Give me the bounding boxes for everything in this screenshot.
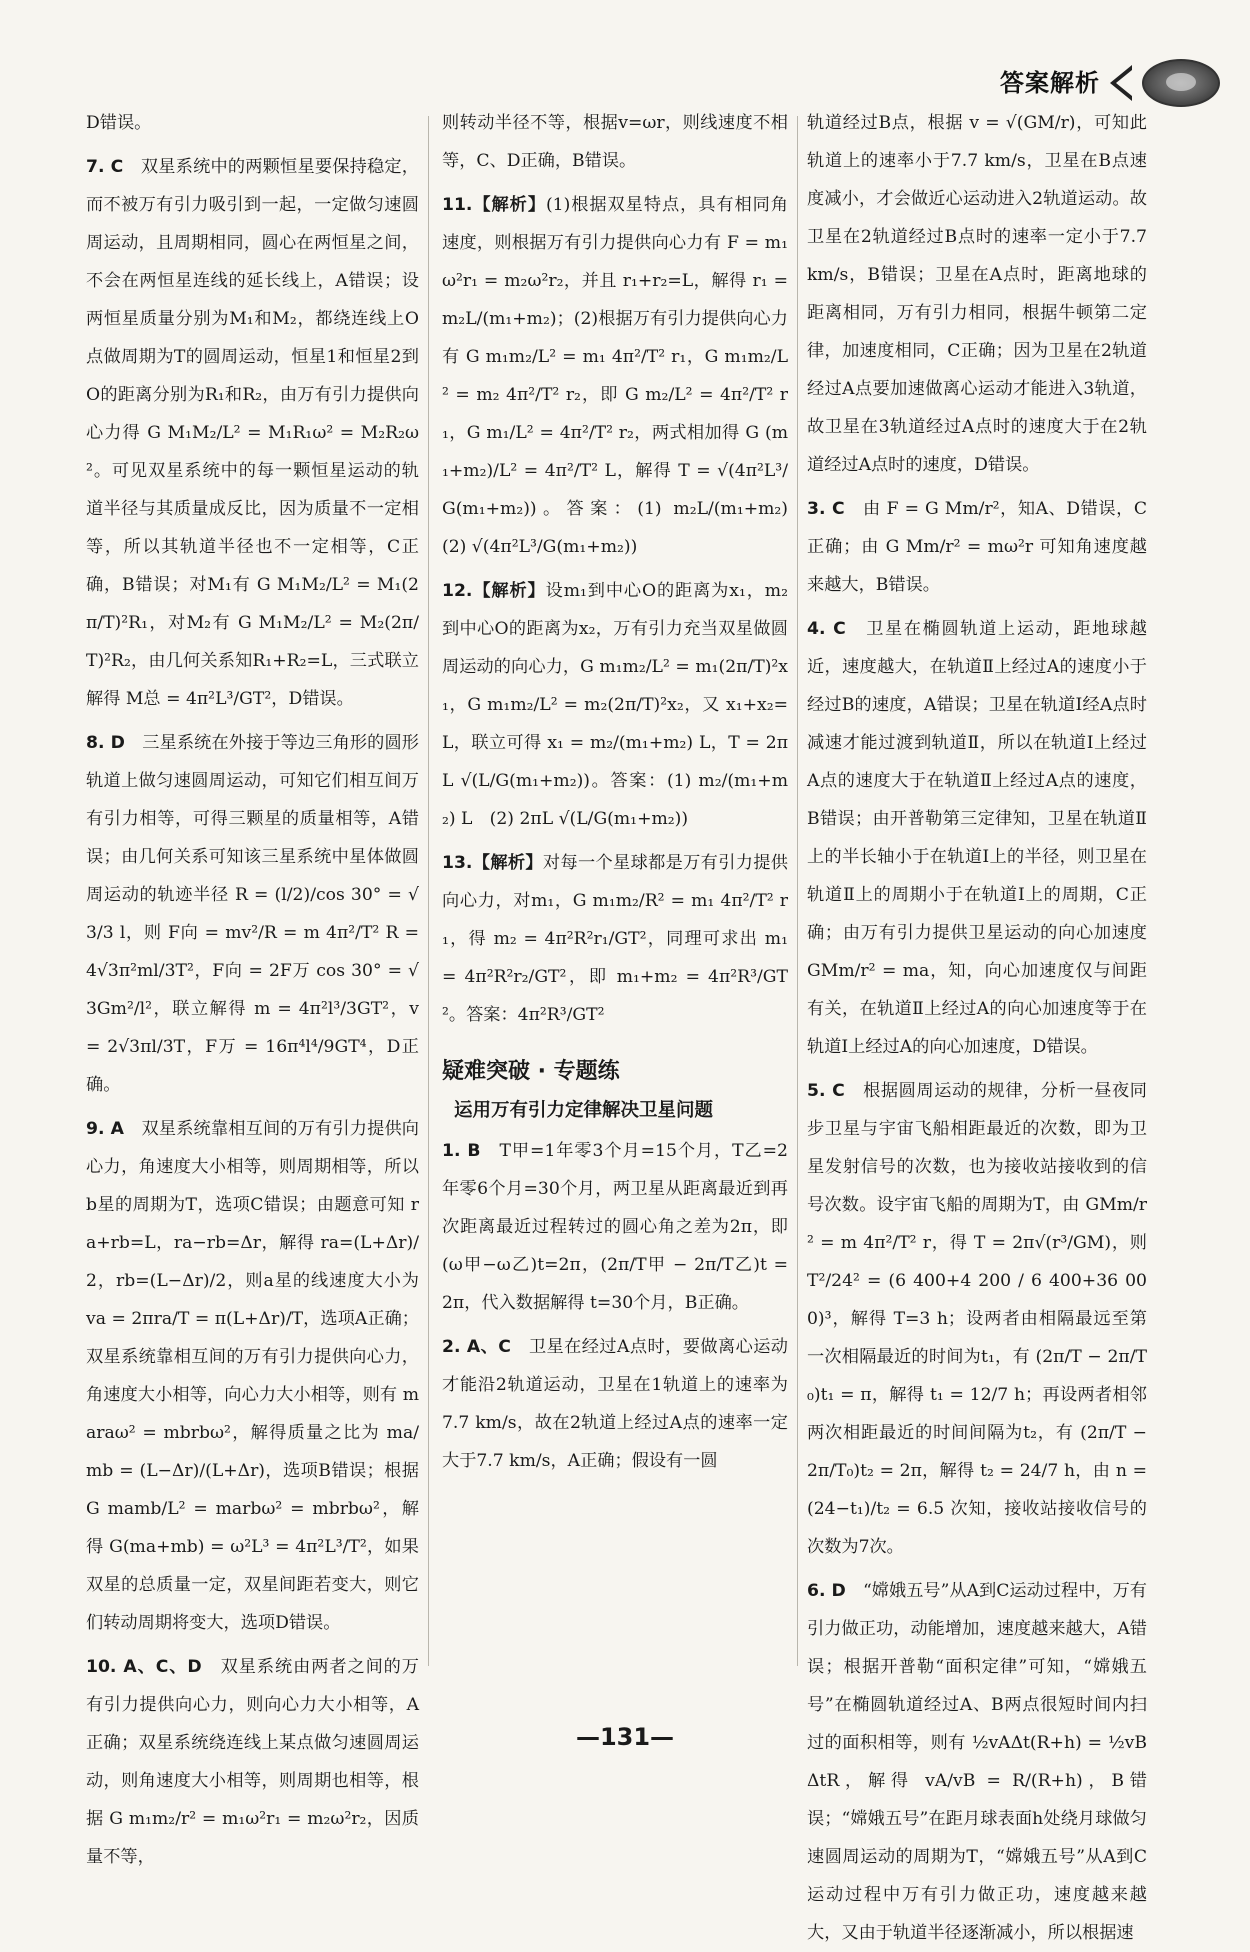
answer-item: 2. A、C 卫星在经过A点时，要做离心运动才能沿2轨道运动，卫星在1轨道上的速率为7.7 km/s，故在2轨道上经过A点的速率一定大于7.7 km/s，A正确；假设有一圆	[442, 1337, 788, 1471]
answer-item: 8. D 三星系统在外接于等边三角形的圆形轨道上做匀速圆周运动，可知它们相互间万有引力相等，可得三颗星的质量相等，A错误；由几何关系可知该三星系统中星体做圆周运动的轨迹半径 R = (l/2)/cos 30° = √3/3 l，则 F向 = mv²/R = m 4π²/T² R = 4√3π²ml/3T²，F向 = 2F万 cos 30° = √3Gm²/l²，联立解得 m = 4π²l³/3GT²，v = 2√3πl/3T，F万 = 16π⁴l⁴/9GT⁴，D正确。	[86, 733, 419, 1095]
column-right	[807, 104, 1147, 1943]
answer-item: 6. D “嫦娥五号”从A到C运动过程中，万有引力做正功，动能增加，速度越来越大，A错误；根据开普勒“面积定律”可知，“嫦娥五号”在椭圆轨道经过A、B两点很短时间内扫过的面积相等，则有 ½vAΔt(R+h) = ½vBΔtR，解得 vA/vB = R/(R+h)，B错误；“嫦娥五号”在距月球表面h处绕月球做匀速圆周运动的周期为T，“嫦娥五号”从A到C运动过程中万有引力做正功，速度越来越大，又由于轨道半径逐渐减小，所以根据速	[807, 1581, 1147, 1943]
answer-item: 7. C 双星系统中的两颗恒星要保持稳定，而不被万有引力吸引到一起，一定做匀速圆周运动，且周期相同，圆心在两恒星之间，不会在两恒星连线的延长线上，A错误；设两恒星质量分别为M₁和M₂，都绕连线上O点做周期为T的圆周运动，恒星1和恒星2到O的距离分别为R₁和R₂，由万有引力提供向心力得 G M₁M₂/L² = M₁R₁ω² = M₂R₂ω²。可见双星系统中的每一颗恒星运动的轨道半径与其质量成反比，因为质量不一定相等，所以其轨道半径也不一定相等，C正确，B错误；对M₁有 G M₁M₂/L² = M₁(2π/T)²R₁，对M₂有 G M₁M₂/L² = M₂(2π/T)²R₂，由几何关系知R₁+R₂=L，三式联立解得 M总 = 4π²L³/GT²，D错误。	[86, 157, 419, 709]
section-subtitle: 运用万有引力定律解决卫星问题	[454, 1100, 714, 1121]
answer-item: 12.【解析】设m₁到中心O的距离为x₁，m₂到中心O的距离为x₂，万有引力充当双星做圆周运动的向心力，G m₁m₂/L² = m₁(2π/T)²x₁，G m₁m₂/L² = m₂(2π/T)²x₂，又 x₁+x₂=L，联立可得 x₁ = m₂/(m₁+m₂) L，T = 2πL √(L/G(m₁+m₂))。答案：(1) m₂/(m₁+m₂) L (2) 2πL √(L/G(m₁+m₂))	[442, 581, 788, 829]
header-title: 答案解析	[1000, 69, 1100, 97]
column-divider	[428, 116, 429, 1666]
page-header	[1000, 58, 1220, 108]
column-middle	[442, 104, 806, 1704]
answer-item: 10. A、C、D 双星系统由两者之间的万有引力提供向心力，则向心力大小相等，A正确；双星系统绕连线上某点做匀速圆周运动，则角速度大小相等，则周期也相等，根据 G m₁m₂/r² = m₁ω²r₁ = m₂ω²r₂，因质量不等，	[86, 1657, 419, 1867]
section-title: 疑难突破 · 专题练	[442, 1059, 620, 1084]
answer-item: 轨道经过B点，根据 v = √(GM/r)，可知此轨道上的速率小于7.7 km/s，卫星在B点速度减小，才会做近心运动进入2轨道运动。故卫星在2轨道经过B点时的速率一定小于7.7 km/s，B错误；卫星在A点时，距离地球的距离相同，万有引力相同，根据牛顿第二定律，加速度相同，C正确；因为卫星在2轨道经过A点要加速做离心运动才能进入3轨道，故卫星在3轨道经过A点时的速度大于在2轨道经过A点时的速度，D错误。	[807, 113, 1147, 475]
column-divider	[797, 116, 798, 1666]
answer-item: 9. A 双星系统靠相互间的万有引力提供向心力，角速度大小相等，则周期相等，所以b星的周期为T，选项C错误；由题意可知 ra+rb=L，ra−rb=Δr，解得 ra=(L+Δr)/2，rb=(L−Δr)/2，则a星的线速度大小为 va = 2πra/T = π(L+Δr)/T，选项A正确；双星系统靠相互间的万有引力提供向心力，角速度大小相等，向心力大小相等，则有 maraω² = mbrbω²，解得质量之比为 ma/mb = (L−Δr)/(L+Δr)，选项B错误；根据 G mamb/L² = marbω² = mbrbω²，解得 G(ma+mb) = ω²L³ = 4π²L³/T²，如果双星的总质量一定，双星间距若变大，则它们转动周期将变大，选项D错误。	[86, 1119, 419, 1633]
answer-item: 3. C 由 F = G Mm/r²，知A、D错误，C正确；由 G Mm/r² = mω²r 可知角速度越来越大，B错误。	[807, 499, 1147, 595]
answer-item: 5. C 根据圆周运动的规律，分析一昼夜同步卫星与宇宙飞船相距最近的次数，即为卫星发射信号的次数，也为接收站接收到的信号次数。设宇宙飞船的周期为T，由 GMm/r² = m 4π²/T² r，得 T = 2π√(r³/GM)，则 T²/24² = (6 400+4 200 / 6 400+36 000)³，解得 T=3 h；设两者由相隔最远至第一次相隔最近的时间为t₁，有 (2π/T − 2π/T₀)t₁ = π，解得 t₁ = 12/7 h；再设两者相邻两次相距最近的时间间隔为t₂，有 (2π/T − 2π/T₀)t₂ = 2π，解得 t₂ = 24/7 h，由 n = (24−t₁)/t₂ = 6.5 次知，接收站接收信号的次数为7次。	[807, 1081, 1147, 1557]
answer-item: D错误。	[86, 113, 152, 133]
answer-item: 11.【解析】(1)根据双星特点，具有相同角速度，则根据万有引力提供向心力有 F = m₁ω²r₁ = m₂ω²r₂，并且 r₁+r₂=L，解得 r₁ = m₂L/(m₁+m₂)；(2)根据万有引力提供向心力有 G m₁m₂/L² = m₁ 4π²/T² r₁，G m₁m₂/L² = m₂ 4π²/T² r₂，即 G m₂/L² = 4π²/T² r₁，G m₁/L² = 4π²/T² r₂，两式相加得 G (m₁+m₂)/L² = 4π²/T² L，解得 T = √(4π²L³/G(m₁+m₂))。答案：(1) m₂L/(m₁+m₂) (2) √(4π²L³/G(m₁+m₂))	[442, 195, 806, 557]
answer-item: 4. C 卫星在椭圆轨道上运动，距地球越近，速度越大，在轨道Ⅱ上经过A的速度小于经过B的速度，A错误；卫星在轨道Ⅰ经A点时减速才能过渡到轨道Ⅱ，所以在轨道Ⅰ上经过A点的速度大于在轨道Ⅱ上经过A点的速度，B错误；由开普勒第三定律知，卫星在轨道Ⅱ上的半长轴小于在轨道Ⅰ上的半径，则卫星在轨道Ⅱ上的周期小于在轨道Ⅰ上的周期，C正确；由万有引力提供卫星运动的向心加速度 GMm/r² = ma，知，向心加速度仅与间距有关，在轨道Ⅱ上经过A的向心加速度等于在轨道Ⅰ上经过A的向心加速度，D错误。	[807, 619, 1147, 1057]
brand-logo-icon	[1142, 59, 1220, 107]
chevron-left-icon	[1110, 65, 1132, 101]
column-left	[86, 104, 419, 1867]
answer-item: 13.【解析】对每一个星球都是万有引力提供向心力，对m₁，G m₁m₂/R² = m₁ 4π²/T² r₁，得 m₂ = 4π²R²r₁/GT²，同理可求出 m₁ = 4π²R²r₂/GT²，即 m₁+m₂ = 4π²R³/GT²。答案：4π²R³/GT²	[442, 853, 788, 1025]
answer-item: 则转动半径不等，根据v=ωr，则线速度不相等，C、D正确，B错误。	[442, 113, 788, 171]
answer-item: 1. B T甲=1年零3个月=15个月，T乙=2年零6个月=30个月，两卫星从距离最近到再次距离最近过程转过的圆心角之差为2π，即(ω甲−ω乙)t=2π，(2π/T甲 − 2π/T乙)t = 2π，代入数据解得 t=30个月，B正确。	[442, 1141, 788, 1313]
page-number: —131—	[575, 1723, 675, 1751]
